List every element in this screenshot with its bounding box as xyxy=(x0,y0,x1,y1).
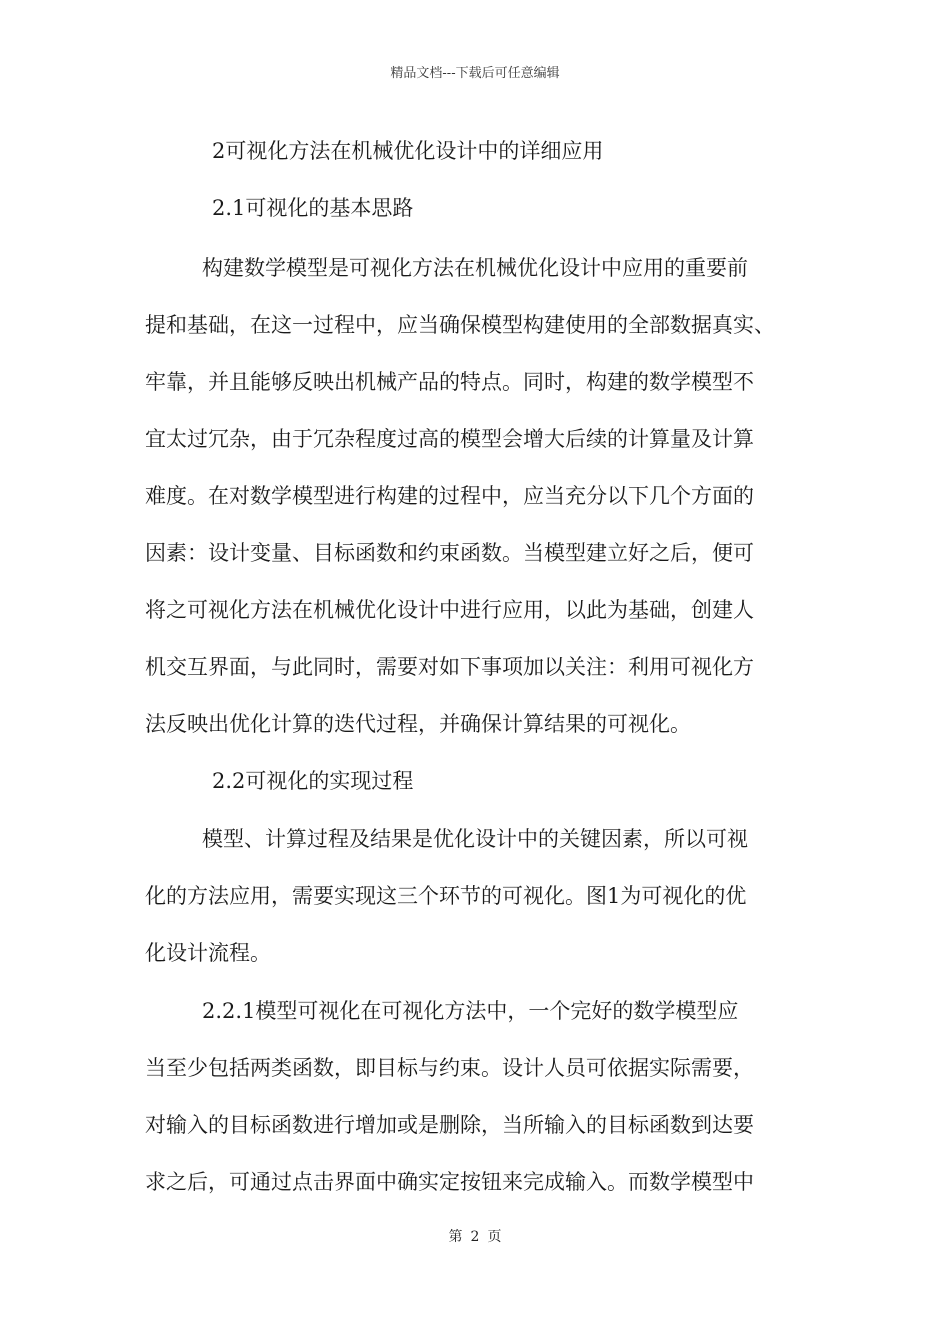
paragraph-line: 机交互界面，与此同时，需要对如下事项加以关注：利用可视化方 xyxy=(145,655,754,679)
footer-suffix: 页 xyxy=(487,1229,502,1245)
footer-prefix: 第 xyxy=(448,1229,463,1245)
page-header: 精品文档---下载后可任意编辑 xyxy=(390,66,560,81)
paragraph-line: 对输入的目标函数进行增加或是删除，当所输入的目标函数到达要 xyxy=(145,1113,754,1137)
paragraph-line: 将之可视化方法在机械优化设计中进行应用，以此为基础，创建人 xyxy=(145,598,754,622)
paragraph-line: 难度。在对数学模型进行构建的过程中，应当充分以下几个方面的 xyxy=(145,484,754,508)
heading-main: 2可视化方法在机械优化设计中的详细应用 xyxy=(212,139,604,163)
section-2-1-title: 2.1可视化的基本思路 xyxy=(212,196,414,220)
paragraph-line: 化设计流程。 xyxy=(145,941,271,965)
section-2-2-title: 2.2可视化的实现过程 xyxy=(212,769,414,793)
paragraph-line: 宜太过冗杂，由于冗杂程度过高的模型会增大后续的计算量及计算 xyxy=(145,427,754,451)
paragraph-line: 当至少包括两类函数，即目标与约束。设计人员可依据实际需要， xyxy=(145,1056,754,1080)
paragraph-line: 法反映出优化计算的迭代过程，并确保计算结果的可视化。 xyxy=(145,712,691,736)
page-number: 2 xyxy=(470,1229,480,1245)
page-footer xyxy=(0,1226,950,1246)
paragraph-line: 2.2.1模型可视化在可视化方法中，一个完好的数学模型应 xyxy=(202,999,739,1023)
paragraph-line: 牢靠，并且能够反映出机械产品的特点。同时，构建的数学模型不 xyxy=(145,370,754,394)
paragraph-line: 模型、计算过程及结果是优化设计中的关键因素，所以可视 xyxy=(202,827,748,851)
paragraph-line: 因素：设计变量、目标函数和约束函数。当模型建立好之后，便可 xyxy=(145,541,754,565)
paragraph-line: 构建数学模型是可视化方法在机械优化设计中应用的重要前 xyxy=(202,256,748,280)
paragraph-line: 化的方法应用，需要实现这三个环节的可视化。图1为可视化的优 xyxy=(145,884,747,908)
paragraph-line: 求之后，可通过点击界面中确实定按钮来完成输入。而数学模型中 xyxy=(145,1170,754,1194)
paragraph-line: 提和基础，在这一过程中，应当确保模型构建使用的全部数据真实、 xyxy=(145,313,775,337)
